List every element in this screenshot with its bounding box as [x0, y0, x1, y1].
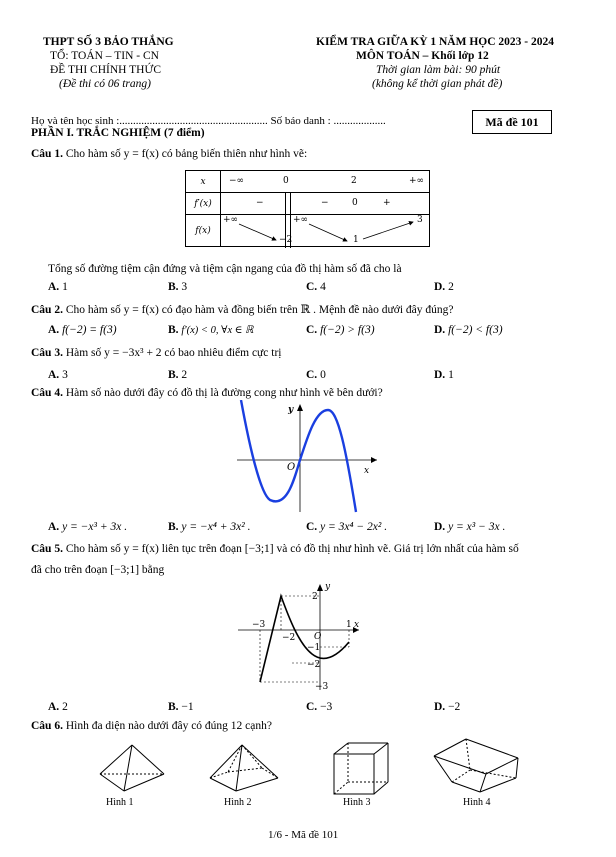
q3-option-b[interactable] — [168, 369, 187, 381]
q2-opt-b-key: B. — [168, 324, 179, 336]
q4-y-label: y — [288, 405, 294, 415]
q3-opt-b-val: 2 — [181, 369, 188, 381]
f-val-one: 1 — [353, 235, 359, 245]
x-neg-inf: −∞ — [229, 176, 245, 186]
q5-guides — [260, 596, 349, 682]
row-f-values — [221, 215, 430, 247]
q4-option-c[interactable] — [306, 521, 387, 533]
figure-2-pyramid — [206, 742, 282, 794]
q4-opt-c-val: y = 3x⁴ − 2x² . — [320, 521, 388, 533]
f-val-pos-inf-right: +∞ — [293, 215, 309, 225]
q3-text: Hàm số y = −3x³ + 2 có bao nhiêu điểm cực trị — [65, 347, 282, 359]
q3-option-d[interactable] — [434, 369, 454, 381]
figure-1-caption: Hình 1 — [106, 797, 134, 808]
fp-sign-1: − — [256, 198, 264, 208]
q2-opt-a-val: f(−2) = f(3) — [62, 324, 117, 336]
q5-opt-d-key: D. — [434, 701, 446, 713]
row-f-label: f(x) — [186, 215, 221, 247]
q5-graph — [234, 582, 364, 694]
q5-opt-c-key: C. — [306, 701, 318, 713]
figure-4-polyhedron — [430, 736, 522, 796]
question-5 — [31, 543, 519, 555]
q5-option-c[interactable] — [306, 701, 332, 713]
q4-y-arrow — [297, 404, 303, 411]
q1-opt-c-key: C. — [306, 281, 318, 293]
q2-option-a[interactable] — [48, 324, 117, 336]
variation-arrows — [221, 215, 429, 247]
variation-table — [185, 170, 430, 247]
q5-tick-2: 2 — [312, 592, 318, 602]
q5-tick-neg3: −3 — [252, 620, 266, 630]
q4-curve — [241, 400, 356, 512]
q4-opt-d-key: D. — [434, 521, 446, 533]
q5-option-d[interactable] — [434, 701, 460, 713]
q4-opt-c-key: C. — [306, 521, 318, 533]
q2-option-d[interactable] — [434, 324, 503, 336]
f-val-three: 3 — [417, 215, 423, 225]
fp-double-bar — [285, 192, 291, 216]
question-6 — [31, 720, 272, 732]
exam-code-box: Mã đề 101 — [472, 110, 552, 134]
figure-2-caption: Hình 2 — [224, 797, 252, 808]
time-note: (không kể thời gian phát đề) — [372, 78, 503, 90]
q1-opt-d-key: D. — [434, 281, 446, 293]
q1-opt-d-val: 2 — [448, 281, 454, 293]
q2-opt-c-val: f(−2) > f(3) — [320, 324, 375, 336]
q1-option-c[interactable] — [306, 281, 326, 293]
q4-opt-b-val: y = −x⁴ + 3x² . — [181, 521, 251, 533]
f-val-pos-inf-left: +∞ — [223, 215, 239, 225]
subject-title: MÔN TOÁN – Khối lớp 12 — [356, 50, 489, 62]
fp-zero: 0 — [352, 198, 358, 208]
q5-y-label: y — [325, 582, 331, 592]
q4-option-b[interactable] — [168, 521, 250, 533]
q4-text: Hàm số nào dưới đây có đồ thị là đường cong như hình vẽ bên dưới? — [65, 387, 383, 399]
q1-option-a[interactable] — [48, 281, 68, 293]
student-info-line: Họ và tên học sinh :...................................................... Số báo danh : ................... — [31, 115, 386, 127]
official-label: ĐỀ THI CHÍNH THỨC — [50, 64, 162, 76]
q6-text: Hình đa diện nào dưới đây có đúng 12 cạnh? — [65, 720, 272, 732]
exam-title: KIỂM TRA GIỮA KỲ 1 NĂM HỌC 2023 - 2024 — [316, 36, 554, 48]
q2-opt-d-key: D. — [434, 324, 446, 336]
q4-opt-a-val: y = −x³ + 3x . — [62, 521, 128, 533]
q1-option-b[interactable] — [168, 281, 187, 293]
q3-opt-d-key: D. — [434, 369, 446, 381]
q4-option-d[interactable] — [434, 521, 505, 533]
q2-label: Câu 2. — [31, 304, 63, 316]
q1-label: Câu 1. — [31, 148, 63, 160]
q4-origin-label: O — [287, 462, 296, 473]
school-name: THPT SỐ 3 BẢO THẮNG — [43, 36, 174, 48]
question-2 — [31, 302, 453, 316]
figure-3-cube — [330, 740, 394, 796]
question-1 — [31, 148, 307, 160]
q5-option-a[interactable] — [48, 701, 68, 713]
q2-option-b[interactable] — [168, 324, 253, 336]
page-count: (Đề thi có 06 trang) — [59, 78, 151, 90]
figure-1-pyramid — [96, 742, 168, 794]
q5-opt-b-key: B. — [168, 701, 179, 713]
fp-sign-2: − — [321, 198, 329, 208]
figure-4-caption: Hình 4 — [463, 797, 491, 808]
q3-opt-c-key: C. — [306, 369, 318, 381]
q3-opt-a-key: A. — [48, 369, 60, 381]
q5-x-label: x — [354, 620, 360, 630]
question-3 — [31, 347, 281, 359]
q1-opt-b-key: B. — [168, 281, 179, 293]
q2-option-c[interactable] — [306, 324, 375, 336]
q5-opt-b-val: −1 — [181, 701, 194, 713]
question-4 — [31, 387, 383, 399]
q3-opt-a-val: 3 — [62, 369, 68, 381]
q5-tick-neg2x: −2 — [282, 633, 296, 643]
q1-followup: Tổng số đường tiệm cận đứng và tiệm cận ngang của đồ thị hàm số đã cho là — [48, 263, 402, 275]
fp-sign-3: + — [383, 198, 391, 208]
q2-opt-c-key: C. — [306, 324, 318, 336]
q3-option-a[interactable] — [48, 369, 68, 381]
department: TỔ: TOÁN – TIN - CN — [50, 50, 159, 62]
q5-tick-neg2y: −2 — [307, 660, 321, 670]
x-two: 2 — [351, 176, 357, 186]
q5-text: Cho hàm số y = f(x) liên tục trên đoạn [−3;1] và có đồ thị như hình vẽ. Giá trị lớn nhất của hàm số — [65, 543, 519, 555]
q5-opt-a-key: A. — [48, 701, 60, 713]
x-pos-inf: +∞ — [409, 176, 425, 186]
q5-origin: O — [314, 632, 322, 642]
row-fp-values — [221, 193, 430, 215]
figure-3-caption: Hình 3 — [343, 797, 371, 808]
q2-text: Cho hàm số y = f(x) có đạo hàm và đồng biến trên ℝ . Mệnh đề nào dưới đây đúng? — [65, 304, 454, 316]
q5-option-b[interactable] — [168, 701, 194, 713]
q5-tick-neg3y: −3 — [315, 682, 329, 692]
q5-opt-c-val: −3 — [320, 701, 333, 713]
q5-label: Câu 5. — [31, 543, 63, 555]
q2-opt-b-val: f′(x) < 0, ∀x ∈ ℝ — [181, 325, 254, 336]
time-limit: Thời gian làm bài: 90 phút — [376, 64, 501, 76]
q4-graph — [232, 400, 382, 515]
f-val-neg-two: −2 — [279, 235, 293, 245]
q5-text-line2: đã cho trên đoạn [−3;1] bằng — [31, 564, 165, 576]
q4-opt-a-key: A. — [48, 521, 60, 533]
row-x-label: x — [186, 171, 221, 193]
q4-x-arrow — [371, 457, 377, 463]
q5-opt-d-val: −2 — [448, 701, 461, 713]
row-fp-label: f′(x) — [186, 193, 221, 215]
q3-option-c[interactable] — [306, 369, 326, 381]
q5-y-arrow — [317, 584, 323, 591]
page-footer: 1/6 - Mã đề 101 — [268, 829, 339, 841]
q4-opt-d-val: y = x³ − 3x . — [448, 521, 506, 533]
q2-opt-d-val: f(−2) < f(3) — [448, 324, 503, 336]
q5-tick-1: 1 — [346, 620, 352, 630]
q1-text: Cho hàm số y = f(x) có bảng biến thiên như hình vẽ: — [65, 148, 308, 160]
q6-label: Câu 6. — [31, 720, 63, 732]
q4-label: Câu 4. — [31, 387, 63, 399]
q1-option-d[interactable] — [434, 281, 454, 293]
q3-opt-d-val: 1 — [448, 369, 454, 381]
q3-label: Câu 3. — [31, 347, 63, 359]
part-one-title: PHẦN I. TRẮC NGHIỆM (7 điểm) — [31, 127, 205, 139]
q4-option-a[interactable] — [48, 521, 127, 533]
q2-opt-a-key: A. — [48, 324, 60, 336]
q3-opt-b-key: B. — [168, 369, 179, 381]
q1-opt-a-val: 1 — [62, 281, 68, 293]
row-x-values — [221, 171, 430, 193]
q1-opt-a-key: A. — [48, 281, 60, 293]
q5-curve — [260, 596, 349, 682]
q4-opt-b-key: B. — [168, 521, 179, 533]
q1-opt-c-val: 4 — [320, 281, 326, 293]
q4-x-label: x — [364, 466, 370, 476]
x-zero: 0 — [283, 176, 289, 186]
q1-opt-b-val: 3 — [181, 281, 188, 293]
q5-opt-a-val: 2 — [62, 701, 68, 713]
q5-tick-neg1: −1 — [307, 643, 321, 653]
q3-opt-c-val: 0 — [320, 369, 326, 381]
